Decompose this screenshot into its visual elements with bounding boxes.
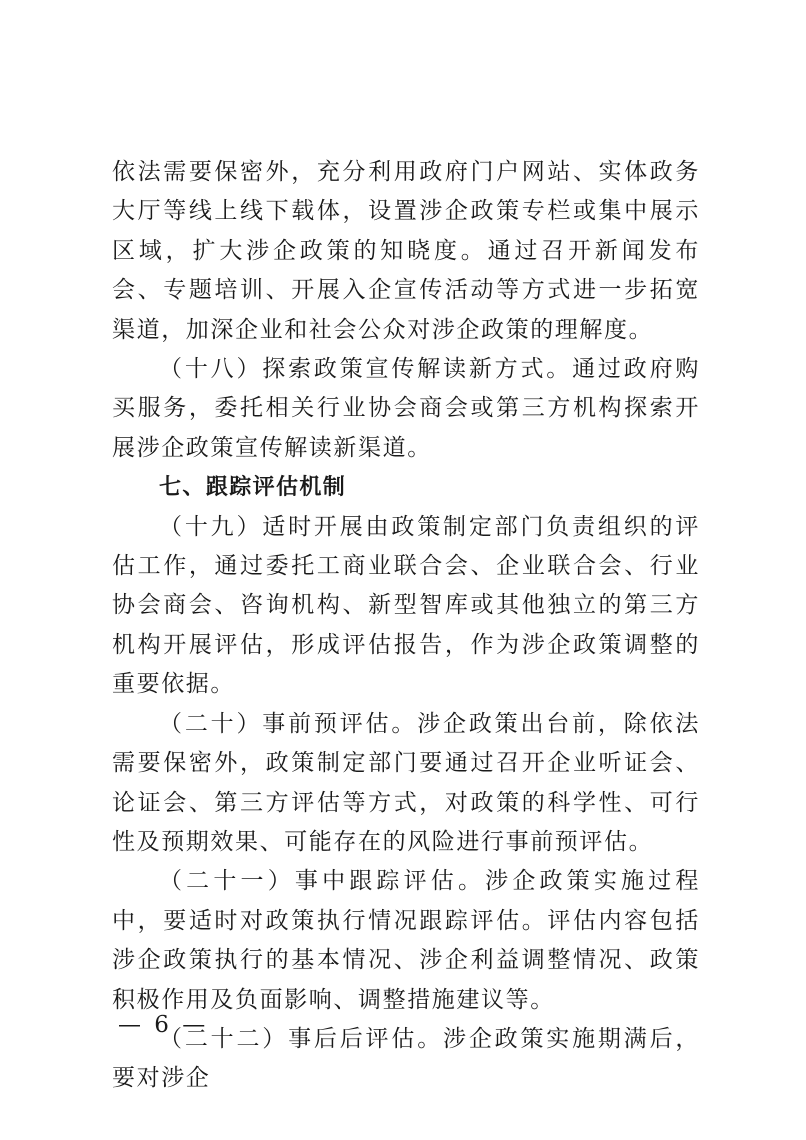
paragraph-item-18: （十八）探索政策宣传解读新方式。通过政府购买服务，委托相关行业协会商会或第三方机构探索开展涉企政策宣传解读新渠道。	[112, 356, 700, 461]
document-body	[112, 153, 700, 1099]
paragraph-item-19: （十九）适时开展由政策制定部门负责组织的评估工作，通过委托工商业联合会、企业联合会、行业协会商会、咨询机构、新型智库或其他独立的第三方机构开展评估，形成评估报告，作为涉企政策调整的重要依据。	[112, 513, 700, 698]
paragraph-item-20: （二十）事前预评估。涉企政策出台前，除依法需要保密外，政策制定部门要通过召开企业听证会、论证会、第三方评估等方式，对政策的科学性、可行性及预期效果、可能存在的风险进行事前预评估。	[112, 710, 700, 855]
page-number: — 6 —	[118, 1012, 209, 1038]
paragraph-item-21: （二十一）事中跟踪评估。涉企政策实施过程中，要适时对政策执行情况跟踪评估。评估内容包括涉企政策执行的基本情况、涉企利益调整情况、政策积极作用及负面影响、调整措施建议等。	[112, 868, 700, 1013]
paragraph-item-22: （二十二）事后后评估。涉企政策实施期满后，要对涉企	[112, 1025, 700, 1092]
section-heading-7: 七、跟踪评估机制	[159, 475, 347, 501]
paragraph-continuation: 依法需要保密外，充分利用政府门户网站、实体政务大厅等线上线下载体，设置涉企政策专栏或集中展示区域，扩大涉企政策的知晓度。通过召开新闻发布会、专题培训、开展入企宣传活动等方式进一步拓宽渠道，加深企业和社会公众对涉企政策的理解度。	[112, 159, 700, 343]
